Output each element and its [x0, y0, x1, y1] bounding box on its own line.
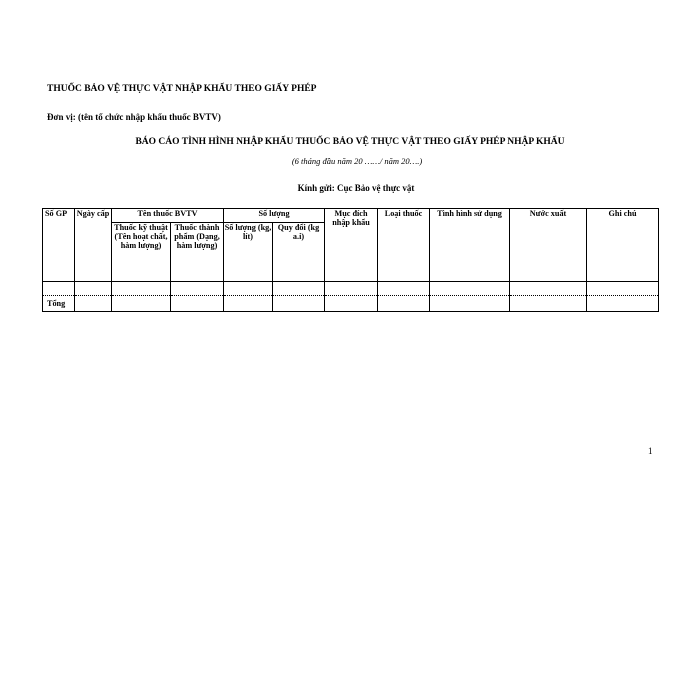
document-heading: THUỐC BẢO VỆ THỰC VẬT NHẬP KHẨU THEO GIẤY PHÉP [47, 84, 317, 94]
header-notes: Ghi chú [587, 209, 659, 282]
header-quantity: Số lượng [224, 209, 325, 223]
total-row [43, 296, 659, 312]
table-cell [112, 296, 171, 312]
recipient-line: Kính gửi: Cục Bảo vệ thực vật [297, 183, 415, 193]
header-license-no: Số GP [43, 209, 75, 282]
table-cell [430, 282, 510, 296]
table-row [43, 282, 659, 296]
table-cell [587, 282, 659, 296]
report-title: BÁO CÁO TÌNH HÌNH NHẬP KHẨU THUỐC BẢO VỆ THỰC VẬT THEO GIẤY PHÉP NHẬP KHẨU [135, 137, 565, 147]
header-issue-date: Ngày cấp [75, 209, 112, 282]
table-cell [43, 282, 75, 296]
unit-line: Đơn vị: (tên tổ chức nhập khẩu thuốc BVTV) [47, 112, 221, 122]
total-label: Tổng [43, 296, 75, 312]
header-quantity-units: Số lượng (kg, lít) [224, 223, 273, 282]
header-technical-pesticide: Thuốc kỹ thuật (Tên hoạt chất, hàm lượng) [112, 223, 171, 282]
table-cell [510, 282, 587, 296]
table-cell [171, 296, 224, 312]
table-cell [112, 282, 171, 296]
header-converted-quantity: Quy đổi (kg a.i) [273, 223, 325, 282]
table-cell [75, 296, 112, 312]
table-cell [587, 296, 659, 312]
report-period: (6 tháng đầu năm 20 ……/ năm 20….) [291, 156, 423, 166]
header-pesticide-name: Tên thuốc BVTV [112, 209, 224, 223]
table-cell [75, 282, 112, 296]
header-purpose: Mục đích nhập khẩu [325, 209, 378, 282]
header-usage-status: Tình hình sử dụng [430, 209, 510, 282]
header-pesticide-type: Loại thuốc [378, 209, 430, 282]
table-cell [171, 282, 224, 296]
header-exporting-country: Nước xuất [510, 209, 587, 282]
table-cell [224, 296, 273, 312]
table-cell [325, 296, 378, 312]
table-cell [224, 282, 273, 296]
table-cell [378, 296, 430, 312]
table-cell [430, 296, 510, 312]
table-cell [273, 282, 325, 296]
table-cell [378, 282, 430, 296]
page-number: 1 [648, 446, 653, 456]
import-report-table [42, 208, 659, 312]
table-cell [273, 296, 325, 312]
table-cell [325, 282, 378, 296]
header-formulated-pesticide: Thuốc thành phẩm (Dạng, hàm lượng) [171, 223, 224, 282]
table-cell [510, 296, 587, 312]
